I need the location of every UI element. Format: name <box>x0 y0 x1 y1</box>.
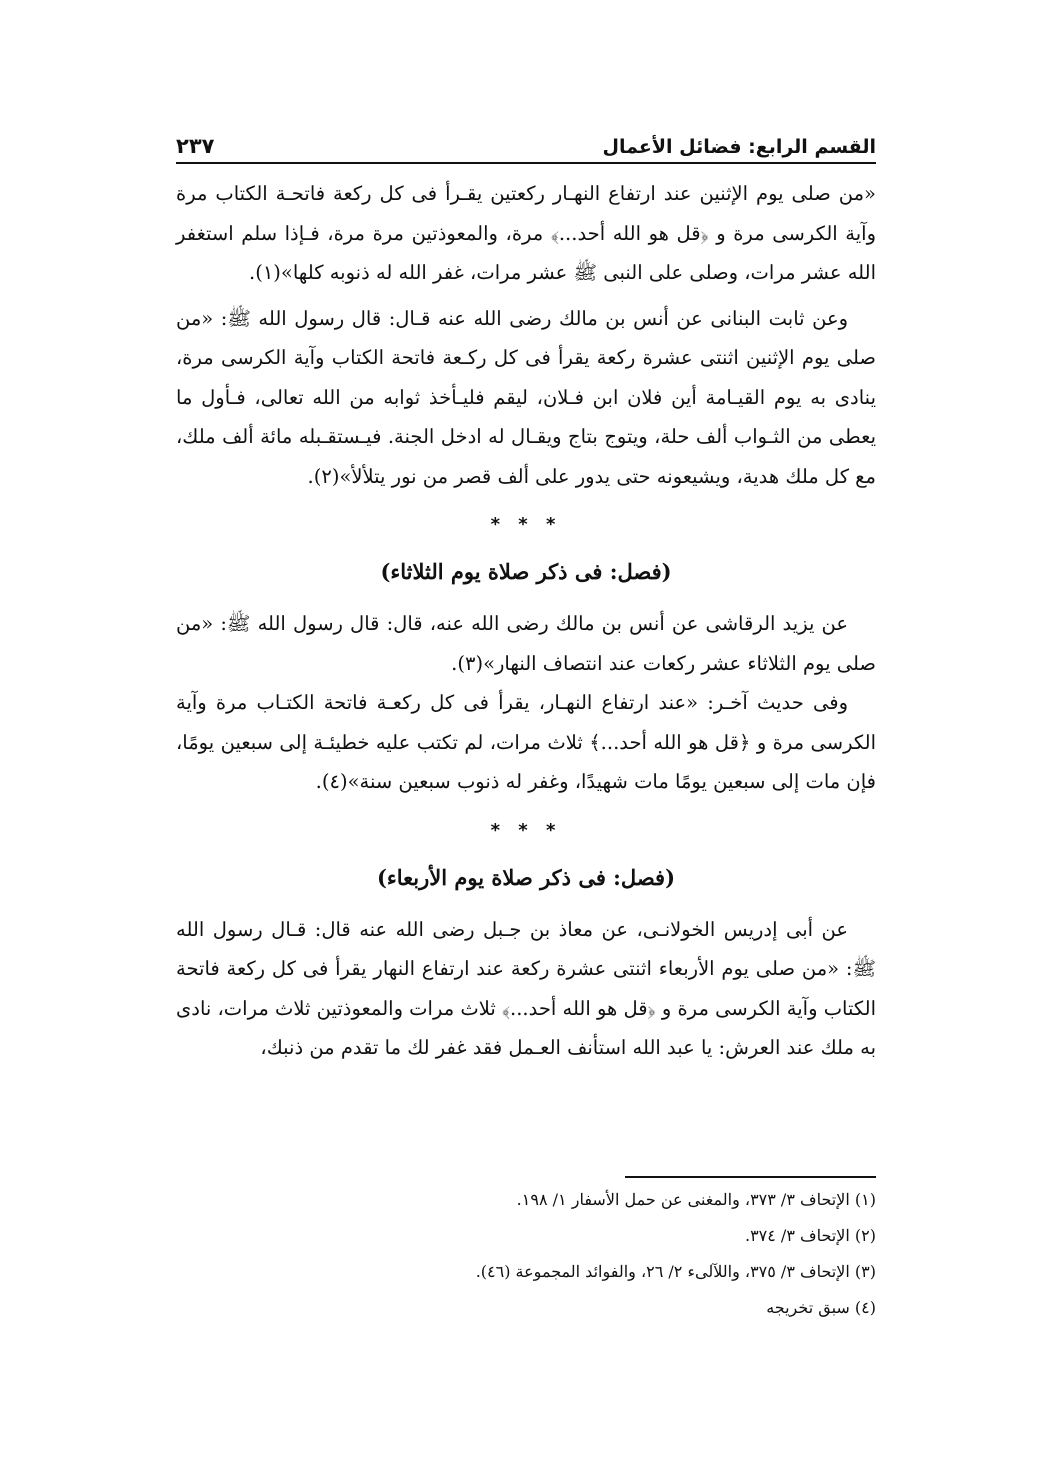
section-heading-tuesday: (فصل: فى ذكر صلاة يوم الثلاثاء) <box>380 559 672 584</box>
page-header <box>176 122 876 164</box>
footnote: (٢) الإتحاف ٣/ ٣٧٤. <box>744 1226 876 1245</box>
paragraph-tuesday-hadith-2: وفى حديث آخـر: «عند ارتفاع النهـار، يقرأ فى كل ركعـة فاتحة الكتـاب مرة وآية الكرسى مرة و ﴿قل هو الله أحد...﴾ ثلاث مرات، لم تكتب عليه خطيئـة إلى سبعين يومًا، فإن مات إلى سبعين يومًا مات شهيدًا، وغفر له ذنوب سبعين سنة»(٤). <box>176 691 876 793</box>
paragraph-monday-hadith-2: وعن ثابت البنانى عن أنس بن مالك رضى الله عنه قـال: قال رسول الله ﷺ: «من صلى يوم الإثنين اثنتى عشرة ركعة يقرأ فى كل ركـعة فاتحة الكتاب وآية الكرسى مرة، ينادى به يوم القيـامة أين فلان ابن فـلان، ليقم فليـأخذ ثوابه من الله تعالى، فـأول ما يعطى من الثـواب ألف حلة، ويتوج بتاج ويقـال له ادخل الجنة. فيـستقـبله مائة ألف ملك، مع كل ملك هدية، ويشيعونه حتى يدور على ألف قصر من نور يتلألأ»(٢). <box>176 306 876 488</box>
section-separator: * * * <box>490 514 562 535</box>
footnote-divider <box>625 1176 876 1178</box>
section-heading-wednesday: (فصل: فى ذكر صلاة يوم الأربعاء) <box>376 864 676 890</box>
footnote: (٣) الإتحاف ٣/ ٣٧٥، واللآلىء ٢/ ٢٦، والفوائد المجموعة (٤٦). <box>475 1262 876 1281</box>
paragraph-monday-hadith-1: «من صلى يوم الإثنين عند ارتفاع النهـار ركعتين يقـرأ فى كل ركعة فاتحـة الكتاب مرة وآية الكرسى مرة و ﴿قل هو الله أحد...﴾ مرة، والمعوذتين مرة مرة، فـإذا سلم استغفر الله عشر مرات، وصلى على النبى ﷺ عشر مرات، غفر الله له ذنوبه كلها»(١). <box>176 182 876 284</box>
page-body <box>176 174 876 1068</box>
footnote: (١) الإتحاف ٣/ ٣٧٣، والمغنى عن حمل الأسفار ١/ ١٩٨. <box>516 1190 876 1209</box>
paragraph-tuesday-hadith-1: عن يزيد الرقاشى عن أنس بن مالك رضى الله عنه، قال: قال رسول الله ﷺ: «من صلى يوم الثلاثاء عشر ركعات عند انتصاف النهار»(٣). <box>176 612 876 675</box>
page-number: ٢٣٧ <box>176 134 215 158</box>
paragraph-wednesday-hadith: عن أبى إدريس الخولانـى، عن معاذ بن جـبل رضى الله عنه قال: قـال رسول الله ﷺ: «من صلى يوم الأربعاء اثنتى عشرة ركعة عند ارتفاع النهار يقرأ فى كل ركعة فاتحة الكتاب وآية الكرسى مرة و ﴿قل هو الله أحد...﴾ ثلاث مرات والمعوذتين ثلاث مرات، نادى به ملك عند العرش: يا عبد الله استأنف العـمل فقد غفر لك ما تقدم من ذنبك، <box>176 917 876 1059</box>
footnotes <box>376 1182 876 1326</box>
running-title: القسم الرابع: فضائل الأعمال <box>602 136 876 158</box>
footnote: (٤) سبق تخريجه <box>766 1298 876 1317</box>
section-separator: * * * <box>490 819 562 841</box>
